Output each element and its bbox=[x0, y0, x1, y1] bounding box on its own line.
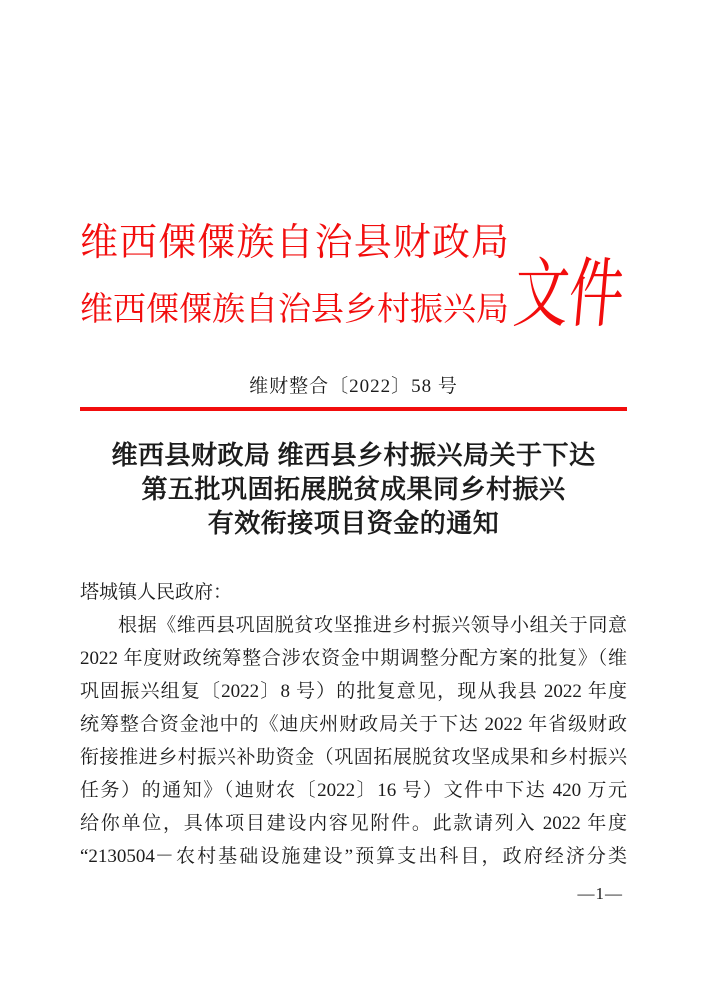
body-text-line-5: 衔接推进乡村振兴补助资金（巩固拓展脱贫攻坚成果和乡村振兴 bbox=[80, 747, 627, 768]
document-title-line-3: 有效衔接项目资金的通知 bbox=[207, 509, 500, 538]
issuer-names bbox=[80, 210, 509, 343]
body-text-line-4: 统筹整合资金池中的《迪庆州财政局关于下达 2022 年省级财政 bbox=[80, 714, 627, 735]
body-text-line-2: 2022 年度财政统筹整合涉农资金中期调整分配方案的批复》（维 bbox=[80, 648, 627, 669]
body-text-line-1: 根据《维西县巩固脱贫攻坚推进乡村振兴领导小组关于同意 bbox=[118, 615, 627, 636]
document-title bbox=[80, 439, 627, 541]
page-number: —1— bbox=[577, 884, 623, 903]
body-text-line-3: 巩固振兴组复〔2022〕8 号）的批复意见，现从我县 2022 年度 bbox=[80, 681, 627, 702]
body-text-line-8: “2130504－农村基础设施建设”预算支出科目，政府经济分类 bbox=[80, 846, 627, 867]
document-title-line-2: 第五批巩固拓展脱贫成果同乡村振兴 bbox=[141, 475, 566, 504]
document-number: 维财整合〔2022〕58 号 bbox=[249, 376, 458, 397]
issuer-name-line-rural-revitalization-bureau: 维西傈僳族自治县乡村振兴局 bbox=[80, 292, 509, 328]
issuer-name-line-finance-bureau: 维西傈僳族自治县财政局 bbox=[80, 222, 509, 264]
red-divider bbox=[80, 407, 627, 411]
addressee: 塔城镇人民政府： bbox=[80, 582, 233, 603]
document-body bbox=[80, 576, 627, 873]
letterhead bbox=[80, 210, 627, 343]
body-text-line-6: 任务）的通知》（迪财农〔2022〕16 号）文件中下达 420 万元 bbox=[80, 780, 627, 801]
body-text-line-7: 给你单位，具体项目建设内容见附件。此款请列入 2022 年度 bbox=[80, 813, 627, 834]
document-title-line-1: 维西县财政局 维西县乡村振兴局关于下达 bbox=[111, 441, 596, 470]
document-word: 文件 bbox=[510, 252, 628, 337]
